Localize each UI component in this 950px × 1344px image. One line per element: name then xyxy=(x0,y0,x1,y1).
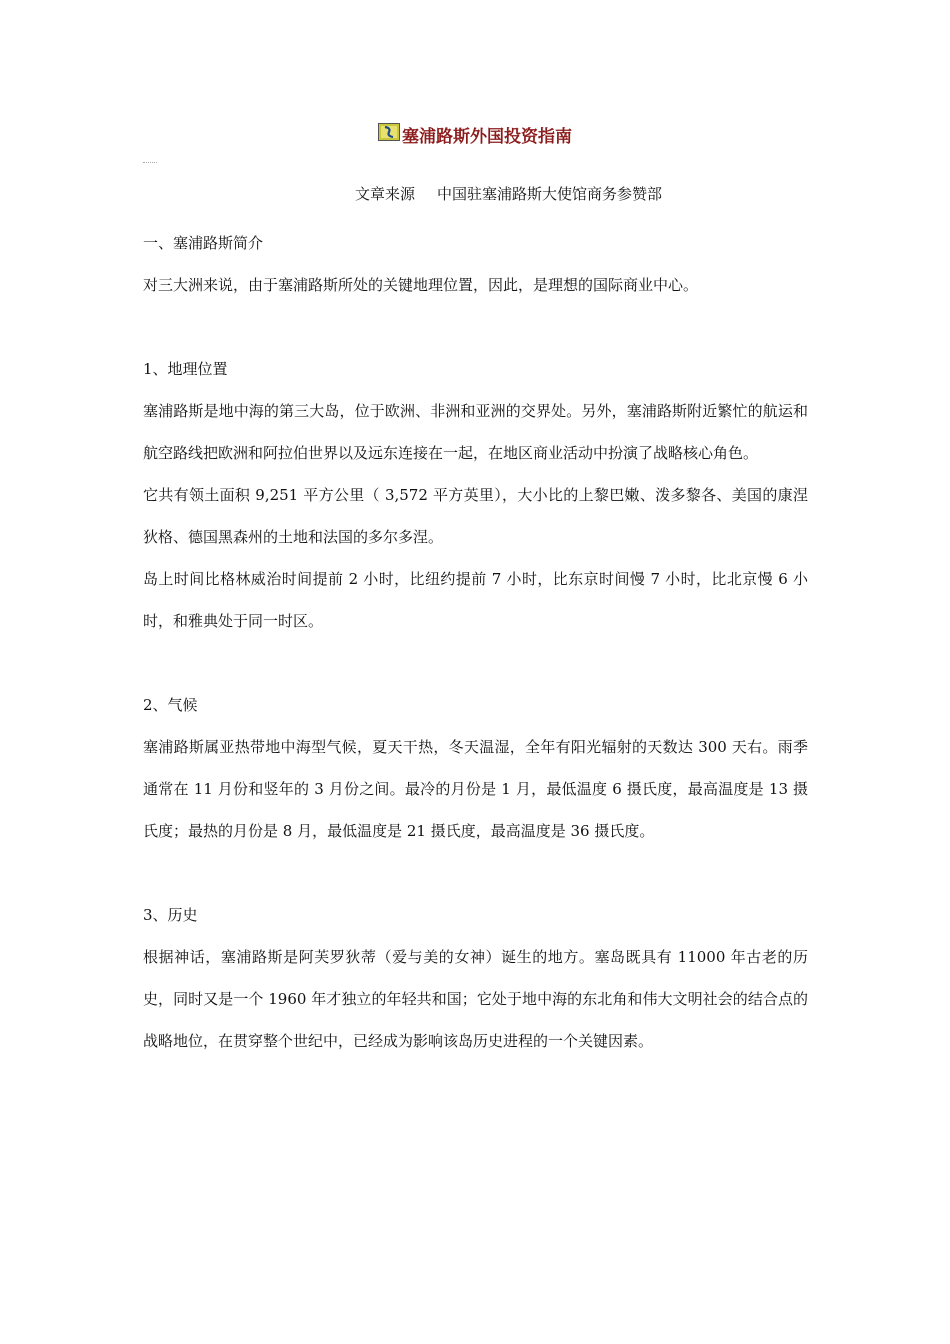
paragraph-geography-2: 它共有领土面积 9,251 平方公里（ 3,572 平方英里），大小比的上黎巴嫩、泼多黎各、美国的康涅狄格、德国黑森州的土地和法国的多尔多涅。 xyxy=(143,486,808,546)
paragraph-climate: 塞浦路斯属亚热带地中海型气候，夏天干热，冬天温湿，全年有阳光辐射的天数达 300 天右。雨季通常在 11 月份和竖年的 3 月份之间。最冷的月份是 1 月，最低温度 6 摄氏度，最高温度是 13 摄氏度；最热的月份是 8 月，最低温度是 21 摄氏度，最高温度是 36 摄氏度。 xyxy=(143,738,808,840)
document-icon xyxy=(378,123,400,141)
divider xyxy=(143,162,157,163)
paragraph-intro: 对三大洲来说，由于塞浦路斯所处的关键地理位置，因此，是理想的国际商业中心。 xyxy=(143,276,699,294)
paragraph-history: 根据神话，塞浦路斯是阿芙罗狄蒂（爱与美的女神）诞生的地方。塞岛既具有 11000 年古老的历史，同时又是一个 1960 年才独立的年轻共和国；它处于地中海的东北角和伟大文明社会的结合点的战略地位，在贯穿整个世纪中，已经成为影响该岛历史进程的一个关键因素。 xyxy=(143,948,808,1050)
page-title: 塞浦路斯外国投资指南 xyxy=(402,127,572,147)
section-heading-geography: 1、地理位置 xyxy=(143,360,228,378)
article-body xyxy=(143,222,808,1062)
source-value: 中国驻塞浦路斯大使馆商务参赞部 xyxy=(437,185,663,203)
title-row xyxy=(0,122,950,150)
source-label: 文章来源 xyxy=(355,185,416,203)
paragraph-geography-1: 塞浦路斯是地中海的第三大岛，位于欧洲、非洲和亚洲的交界处。另外，塞浦路斯附近繁忙的航运和航空路线把欧洲和阿拉伯世界以及远东连接在一起，在地区商业活动中扮演了战略核心角色。 xyxy=(143,402,808,462)
paragraph-geography-3: 岛上时间比格林威治时间提前 2 小时，比纽约提前 7 小时，比东京时间慢 7 小时，比北京慢 6 小时，和雅典处于同一时区。 xyxy=(143,570,808,630)
section-heading-history: 3、历史 xyxy=(143,906,198,924)
section-heading-intro: 一、塞浦路斯简介 xyxy=(143,234,264,252)
section-heading-climate: 2、气候 xyxy=(143,696,198,714)
source-line xyxy=(355,183,662,204)
